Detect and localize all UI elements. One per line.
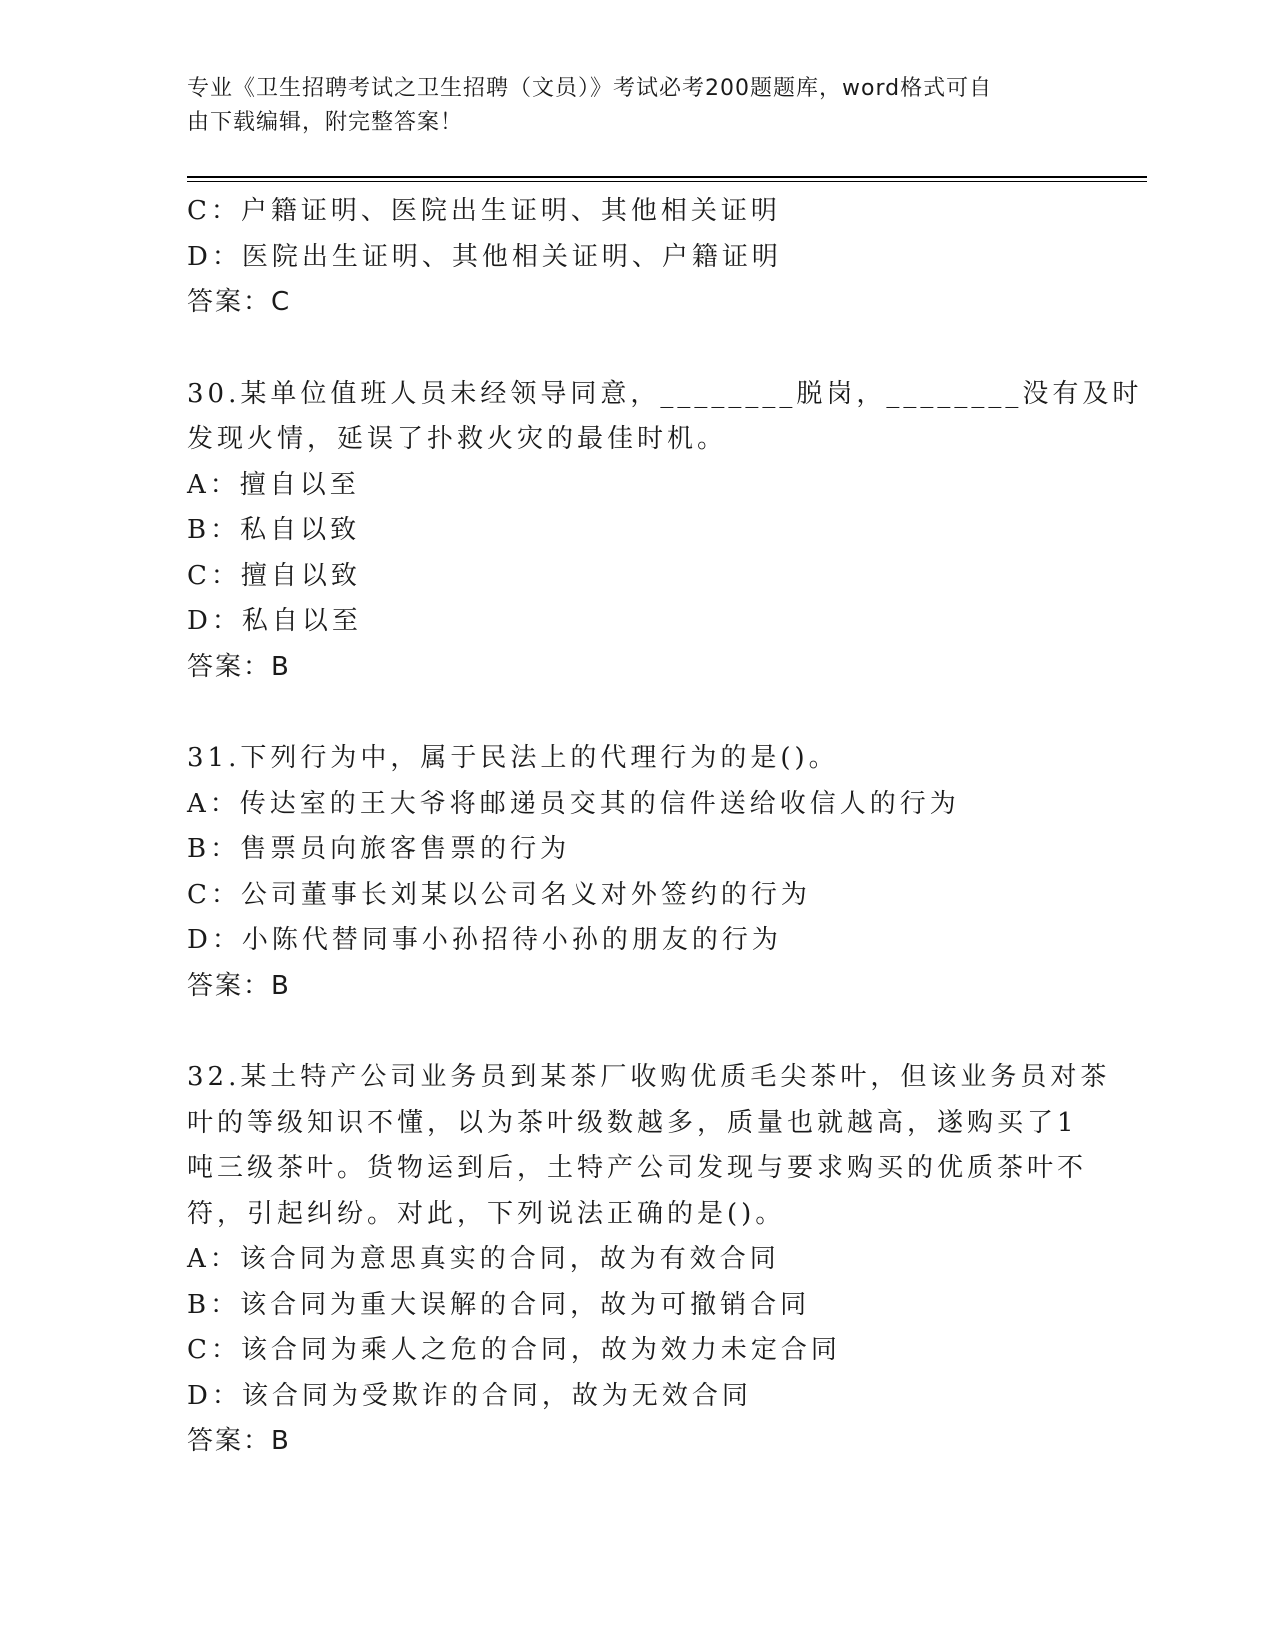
header-line-2: 由下载编辑，附完整答案！ [187, 110, 464, 135]
spacer [187, 1009, 1087, 1055]
option-c: C：擅自以致 [187, 560, 361, 591]
option-a: A：该合同为意思真实的合同，故为有效合同 [187, 1244, 780, 1274]
question-32 [187, 1055, 1111, 1465]
option-b: B：私自以致 [187, 515, 361, 545]
option-d: D：该合同为受欺诈的合同，故为无效合同 [187, 1380, 752, 1411]
question-text-line: 符，引起纠纷。对此，下列说法正确的是()。 [187, 1198, 786, 1229]
option-a: A：传达室的王大爷将邮递员交其的信件送给收信人的行为 [187, 788, 960, 819]
question-text-line: 31.下列行为中，属于民法上的代理行为的是()。 [187, 743, 839, 773]
answer-label: 答案：C [187, 287, 292, 317]
option-b: B：售票员向旅客售票的行为 [187, 834, 571, 864]
question-text-line: 发现火情，延误了扑救火灾的最佳时机。 [187, 424, 728, 454]
option-c: C：该合同为乘人之危的合同，故为效力未定合同 [187, 1335, 841, 1365]
header-divider-thick [187, 176, 1147, 178]
answer-label: 答案：B [187, 970, 291, 1001]
header-line-1: 专业《卫生招聘考试之卫生招聘（文员）》考试必考200题题库，word格式可自 [187, 76, 993, 101]
option-d: D：私自以至 [187, 606, 362, 636]
answer-label: 答案：B [187, 651, 291, 682]
question-text-line: 叶的等级知识不懂，以为茶叶级数越多，质量也就越高，遂购买了1 [187, 1107, 1078, 1138]
header-divider-thin [187, 181, 1147, 182]
spacer [187, 326, 1087, 372]
answer-label: 答案：B [187, 1426, 291, 1456]
question-text-line: 30.某单位值班人员未经领导同意，________脱岗，________没有及时 [187, 378, 1143, 409]
option-d: D：医院出生证明、其他相关证明、户籍证明 [187, 241, 782, 272]
question-text-line: 吨三级茶叶。货物运到后，土特产公司发现与要求购买的优质茶叶不 [187, 1153, 1088, 1183]
option-c: C：公司董事长刘某以公司名义对外签约的行为 [187, 879, 811, 910]
option-d: D：小陈代替同事小孙招待小孙的朋友的行为 [187, 925, 782, 955]
question-list [187, 189, 1143, 1465]
option-a: A：擅自以至 [187, 469, 360, 500]
option-b: B：该合同为重大误解的合同，故为可撤销合同 [187, 1289, 811, 1320]
question-carryover [187, 189, 1087, 326]
spacer [187, 690, 1087, 736]
question-30 [187, 372, 1143, 691]
question-31 [187, 736, 1087, 1009]
question-text-line: 32.某土特产公司业务员到某茶厂收购优质毛尖茶叶，但该业务员对茶 [187, 1062, 1111, 1092]
document-header [187, 72, 1087, 140]
option-c: C：户籍证明、医院出生证明、其他相关证明 [187, 196, 781, 226]
